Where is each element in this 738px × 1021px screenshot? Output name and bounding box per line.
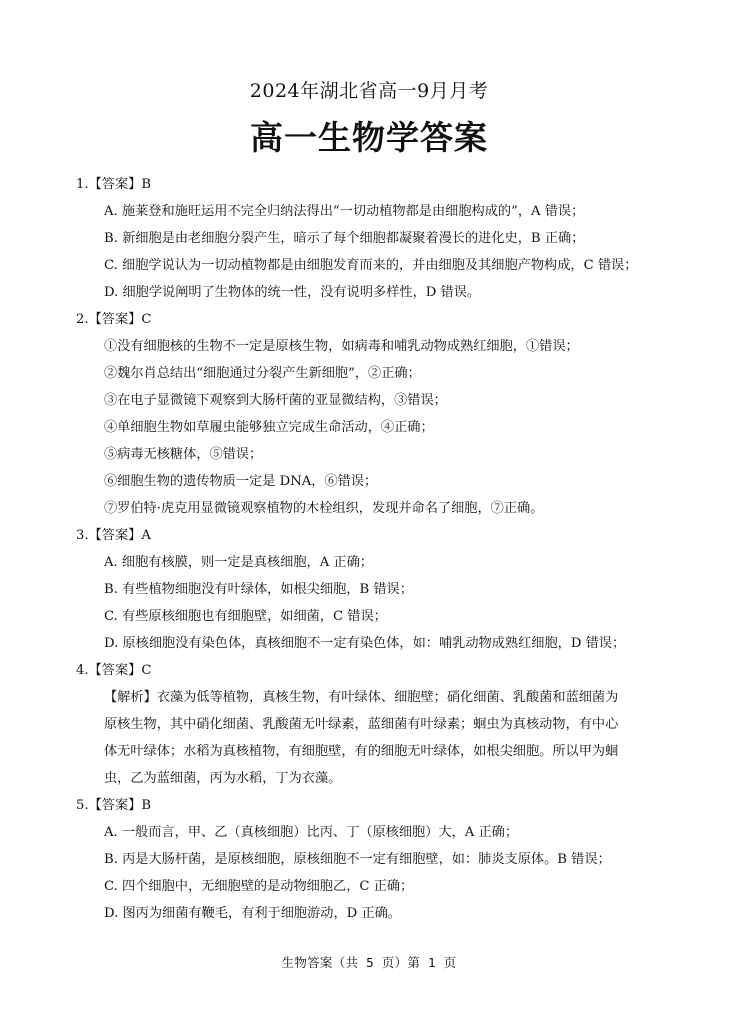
q1-line-1: A. 施莱登和施旺运用不完全归纳法得出“一切动植物都是由细胞构成的”，A 错误； — [104, 204, 585, 219]
q3-line-1: A. 细胞有核膜，则一定是真核细胞，A 正确； — [104, 555, 373, 570]
question-2-answer: 2.【答案】C — [76, 312, 152, 327]
question-1-answer: 1.【答案】B — [76, 177, 152, 192]
q3-line-4: D. 原核细胞没有染色体，真核细胞不一定有染色体，如：哺乳动物成熟红细胞，D 错误； — [104, 636, 626, 651]
q2-line-6: ⑥细胞生物的遗传物质一定是 DNA，⑥错误； — [104, 474, 378, 489]
q2-line-3: ③在电子显微镜下观察到大肠杆菌的亚显微结构，③错误； — [104, 393, 447, 408]
q2-line-7: ⑦罗伯特·虎克用显微镜观察植物的木栓组织，发现并命名了细胞，⑦正确。 — [104, 501, 544, 516]
q5-line-1: A. 一般而言，甲、乙（真核细胞）比丙、丁（原核细胞）大，A 正确； — [104, 825, 519, 840]
q4-line-3: 体无叶绿体；水稻为真核植物，有细胞壁，有的细胞无叶绿体，如根尖细胞。所以甲为蛔 — [104, 744, 619, 759]
q5-line-3: C. 四个细胞中，无细胞壁的是动物细胞乙，C 正确； — [104, 879, 414, 894]
q5-line-4: D. 图丙为细菌有鞭毛，有利于细胞游动，D 正确。 — [104, 906, 401, 921]
q4-line-4: 虫，乙为蓝细菌，丙为水稻，丁为衣藻。 — [104, 771, 342, 786]
q4-line-2: 原核生物，其中硝化细菌、乳酸菌无叶绿素，蓝细菌有叶绿素；蛔虫为真核动物，有中心 — [104, 717, 619, 732]
q1-line-4: D. 细胞学说阐明了生物体的统一性，没有说明多样性，D 错误。 — [104, 285, 481, 300]
exam-subtitle: 2024年湖北省高一9月月考 — [249, 80, 489, 102]
q3-line-3: C. 有些原核细胞也有细胞壁，如细菌，C 错误； — [104, 609, 387, 624]
q2-line-5: ⑤病毒无核糖体，⑤错误； — [104, 447, 263, 462]
q2-line-4: ④单细胞生物如草履虫能够独立完成生命活动，④正确； — [104, 420, 434, 435]
q4-line-1: 【解析】衣藻为低等植物，真核生物，有叶绿体、细胞壁；硝化细菌、乳酸菌和蓝细菌为 — [104, 690, 619, 705]
question-4-answer: 4.【答案】C — [76, 663, 152, 678]
q2-line-2: ②魏尔肖总结出“细胞通过分裂产生新细胞”，②正确； — [104, 366, 421, 381]
q1-line-3: C. 细胞学说认为一切动植物都是由细胞发育而来的，并由细胞及其细胞产物构成，C 错误； — [104, 258, 638, 273]
page-footer: 生物答案（共 5 页）第 1 页 — [281, 955, 457, 970]
q5-line-2: B. 丙是大肠杆菌，是原核细胞，原核细胞不一定有细胞壁，如：肺炎支原体。B 错误； — [104, 852, 611, 867]
question-3-answer: 3.【答案】A — [76, 528, 151, 543]
q2-line-1: ①没有细胞核的生物不一定是原核生物，如病毒和哺乳动物成熟红细胞，①错误； — [104, 339, 579, 354]
q3-line-2: B. 有些植物细胞没有叶绿体，如根尖细胞，B 错误； — [104, 582, 413, 597]
question-5-answer: 5.【答案】B — [76, 798, 152, 813]
q1-line-2: B. 新细胞是由老细胞分裂产生，暗示了每个细胞都凝聚着漫长的进化史，B 正确； — [104, 231, 585, 246]
page-title: 高一生物学答案 — [250, 118, 488, 157]
